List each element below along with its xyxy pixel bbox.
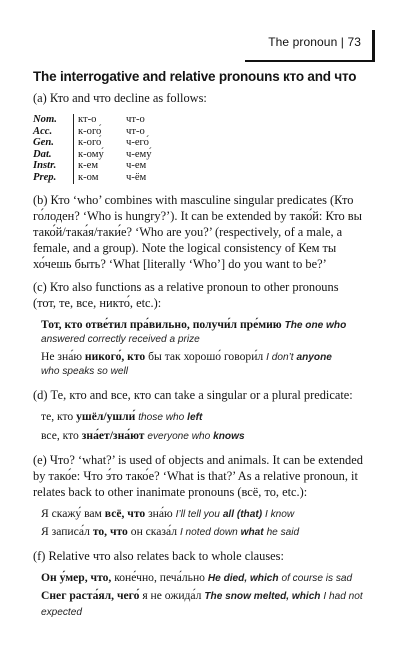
example-item: [41, 429, 376, 444]
example-russian: Я записа́л: [41, 524, 90, 538]
example-english: I had not expected: [41, 591, 363, 618]
example-item: [41, 350, 376, 379]
example-item: [41, 589, 376, 619]
example-english-bold: The snow melted, which: [204, 591, 321, 603]
declension-row: [33, 160, 376, 172]
paragraph-line: (тот, те, все, никто́, etc.):: [33, 295, 162, 310]
examples-f: [41, 571, 376, 620]
declension-chto: ч-ём: [126, 171, 147, 183]
example-item: [41, 525, 376, 540]
example-russian-bold: никого́, кто: [84, 349, 146, 363]
example-russian: зна́ю: [148, 506, 173, 520]
example-russian-bold: Снег раста́ял, чего́: [41, 589, 140, 603]
example-english: those who: [138, 412, 185, 424]
declension-chto: чт-о: [126, 114, 145, 125]
paragraph-d: (d) Те, кто and все, кто can take a singular or a plural predicate:: [33, 388, 353, 403]
header-rule-icon: [372, 30, 375, 62]
example-english-bold: anyone: [296, 351, 332, 363]
example-russian: все, кто: [41, 428, 79, 442]
declension-case: Gen.: [33, 137, 54, 149]
example-russian-bold: Он у́мер, что,: [41, 571, 112, 585]
example-russian-bold: ушёл/ушли́: [76, 410, 136, 424]
declension-row: [33, 172, 376, 184]
example-english: everyone who: [147, 430, 211, 442]
example-english: I don’t: [266, 351, 294, 363]
paragraph-e: [33, 452, 376, 500]
declension-kto: к-ому́: [73, 149, 126, 161]
example-english-bold: what: [240, 526, 264, 538]
declension-kto: к-ом: [73, 172, 126, 184]
example-english-bold: knows: [213, 430, 245, 442]
paragraph-line: (b) Кто ‘who’ combines with masculine singular predicates (Кто: [33, 192, 354, 207]
paragraph-line: хо́чешь быть? ‘What [literally ‘Who’] do you want to be?’: [33, 256, 327, 271]
paragraph-line: by тако́е: Что э́то тако́е? ‘What is that?’ As a relative pronoun, it: [33, 468, 358, 483]
paragraph-line: (c) Кто also functions as a relative pronoun to other pronouns: [33, 279, 339, 294]
example-russian-bold: то, что: [92, 524, 128, 538]
example-item: [41, 410, 376, 425]
examples-e: [41, 507, 376, 540]
example-english: I know: [264, 508, 295, 520]
paragraph-c: [33, 279, 376, 311]
intro-line: (a) Кто and что decline as follows:: [33, 91, 207, 105]
examples-c: [41, 318, 376, 380]
declension-table: [33, 114, 376, 184]
content: [33, 68, 376, 628]
example-russian-bold: всё, что: [104, 506, 146, 520]
example-english: he said: [266, 526, 300, 538]
section-title: The interrogative and relative pronouns кто and что: [33, 69, 357, 84]
example-russian: я не ожида́л: [142, 589, 202, 603]
declension-case: Acc.: [33, 125, 53, 137]
example-russian-bold: зна́ет/зна́ют: [81, 428, 145, 442]
paragraph-line: relates back to other inanimate pronouns (всё, то, etc.):: [33, 484, 308, 499]
example-english-bold: left: [187, 412, 203, 424]
paragraph-f: (f) Relative что also relates back to whole clauses:: [33, 549, 284, 564]
declension-kto: к-ого́: [73, 137, 126, 149]
example-english: I’ll tell you: [175, 508, 220, 520]
example-english: of course is sad: [281, 573, 353, 585]
declension-chto: ч-ем: [126, 160, 147, 172]
page-header: [245, 30, 375, 62]
paragraph-line: тако́й/така́я/таки́е? ‘Who are you?’ (respectively, of a male, a: [33, 224, 343, 239]
examples-d: [41, 410, 376, 443]
declension-chto: чт-о: [126, 125, 145, 137]
example-russian: Тот, кто отве́тил пра́вильно, получи́л пре́мию: [41, 317, 282, 331]
example-russian: коне́чно, печа́льно: [114, 571, 205, 585]
declension-kto: к-ого́: [73, 126, 126, 138]
declension-case: Instr.: [33, 160, 57, 172]
example-russian: Я скажу́ вам: [41, 506, 102, 520]
example-english-bold: The one who: [284, 319, 347, 331]
example-english: answered correctly received a prize: [41, 333, 200, 345]
example-english-bold: He died, which: [207, 573, 279, 585]
declension-kto: к-ем: [73, 160, 126, 172]
declension-case: Dat.: [33, 148, 52, 160]
declension-row: [33, 149, 376, 161]
declension-row: [33, 114, 376, 126]
paragraph-line: female, and a group). Note the logical consistency of Кем ты: [33, 240, 337, 255]
example-item: [41, 318, 376, 347]
example-russian: он сказа́л: [130, 524, 178, 538]
declension-chto: ч-ему́: [126, 148, 152, 160]
header-title: The pronoun | 73: [268, 35, 361, 49]
declension-kto: кт-о: [73, 114, 126, 126]
declension-case: Prep.: [33, 171, 57, 183]
example-item: [41, 571, 376, 586]
example-item: [41, 507, 376, 522]
declension-chto: ч-его́: [126, 137, 149, 149]
paragraph-line: го́лоден? ‘Who is hungry?’). It can be extended by тако́й: Кто вы: [33, 208, 362, 223]
example-english: I noted down: [179, 526, 238, 538]
paragraph-b: [33, 192, 376, 272]
example-english: who speaks so well: [41, 366, 128, 378]
declension-row: [33, 126, 376, 138]
example-russian: бы так хорошо́ говори́л: [148, 349, 264, 363]
paragraph-line: (e) Что? ‘what?’ is used of objects and animals. It can be extended: [33, 452, 363, 467]
declension-row: [33, 137, 376, 149]
example-russian: те, кто: [41, 410, 74, 424]
declension-case: Nom.: [33, 114, 57, 125]
example-russian: Не зна́ю: [41, 349, 83, 363]
example-english-bold: all (that): [222, 508, 263, 520]
